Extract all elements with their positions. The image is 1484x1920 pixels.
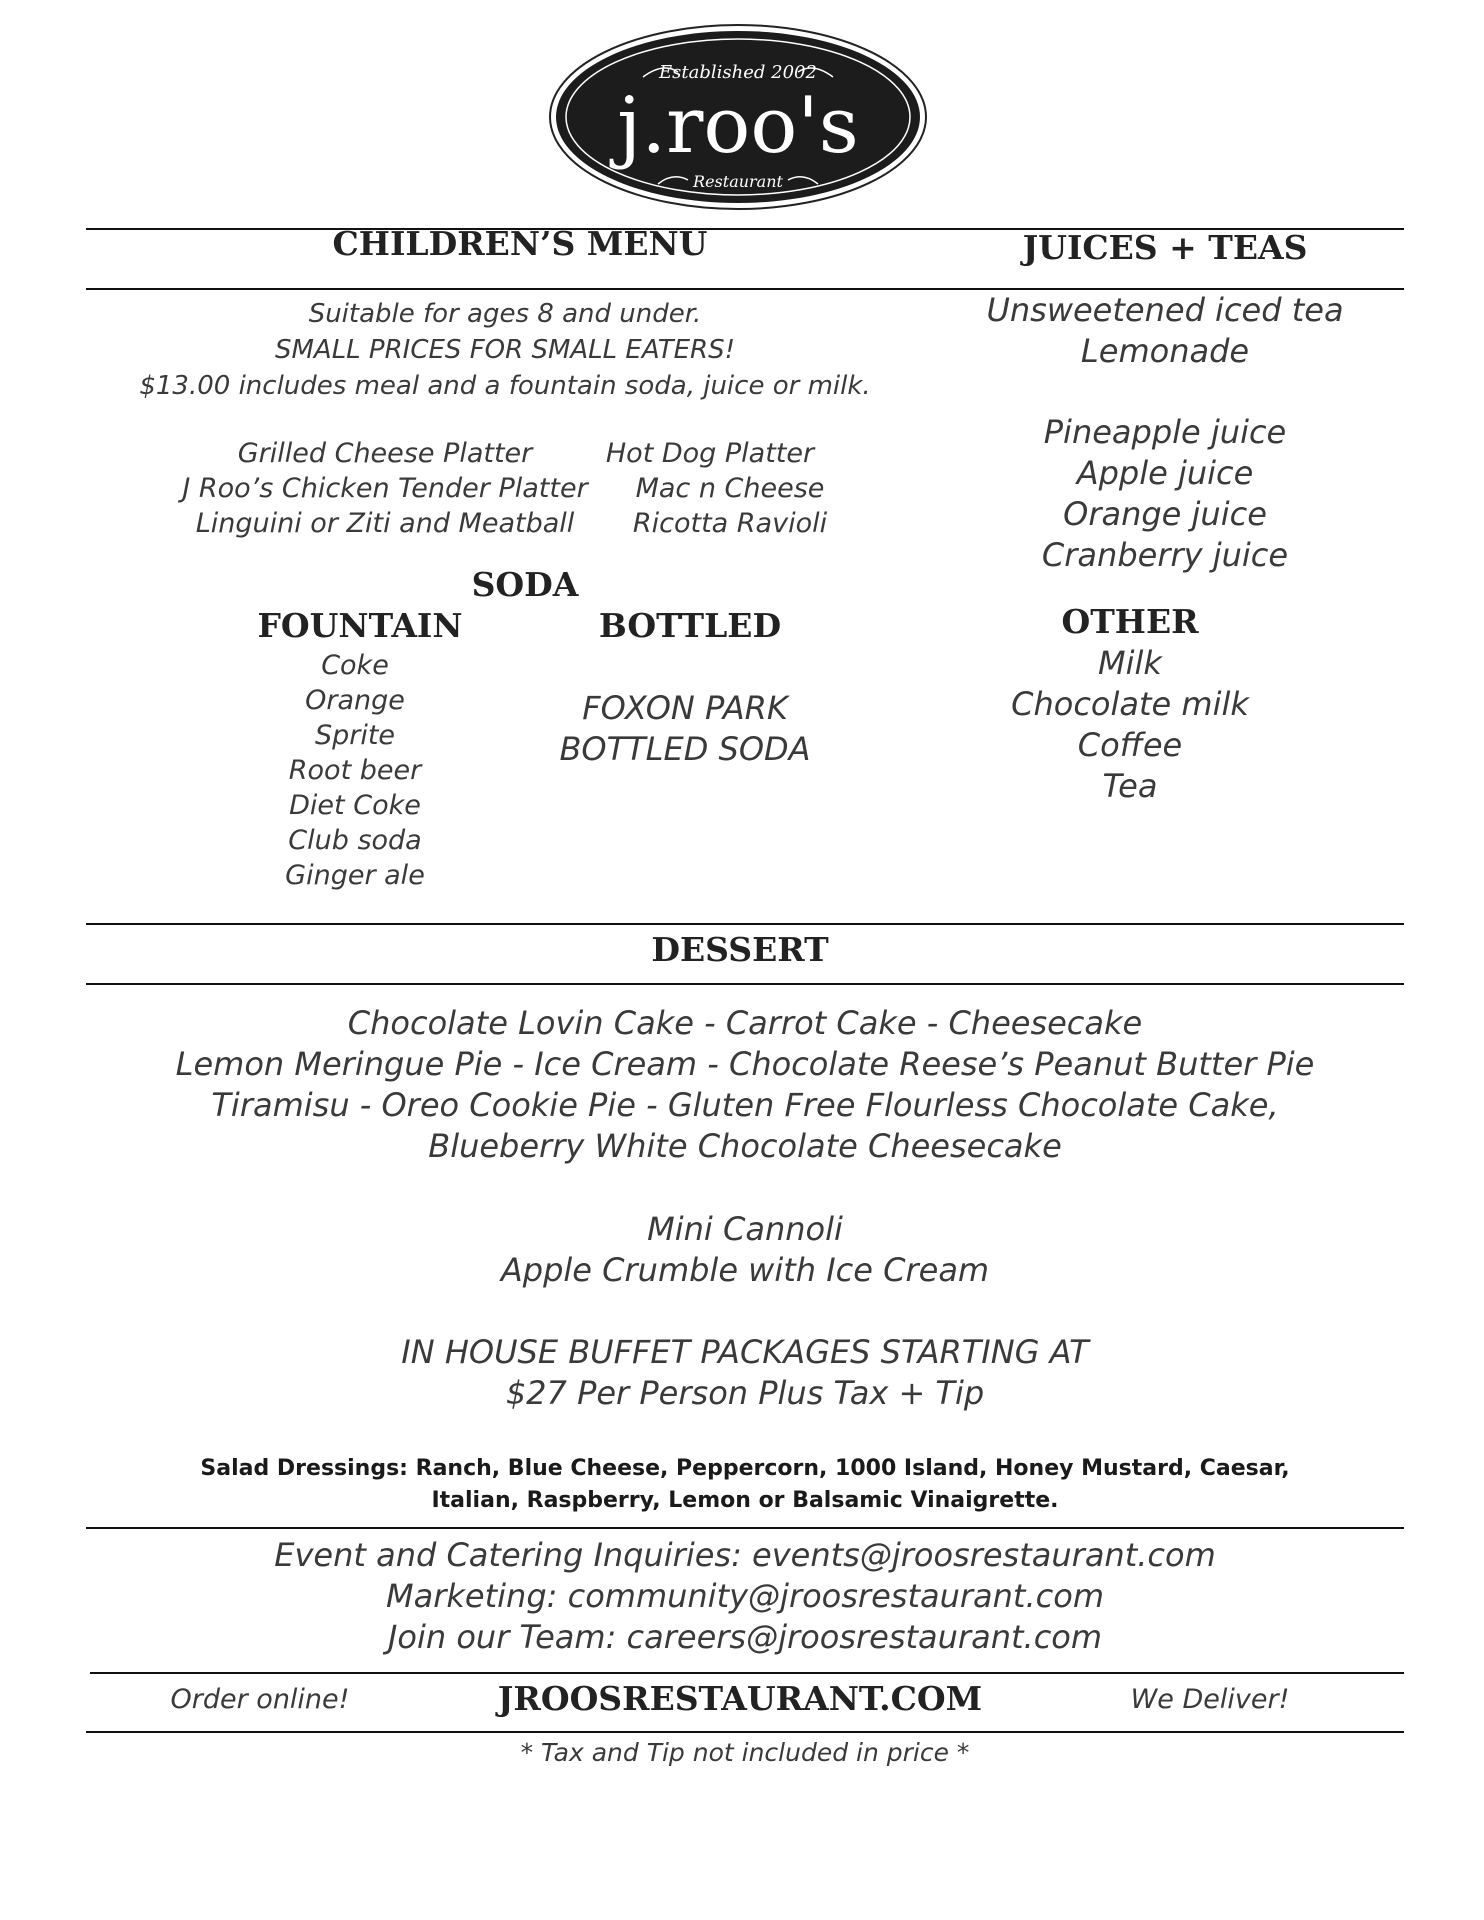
kids-menu-item: Mac n Cheese	[635, 473, 825, 504]
juices-group-1	[960, 290, 1370, 372]
other-item: Milk	[1098, 644, 1162, 682]
fountain-item: Diet Coke	[289, 790, 421, 821]
dessert-extra: Apple Crumble with Ice Cream	[500, 1251, 990, 1289]
dessert-line: Blueberry White Chocolate Cheesecake	[428, 1127, 1062, 1165]
contact-events[interactable]: Event and Catering Inquiries: events@jroosrestaurant.com	[274, 1536, 1216, 1574]
buffet-line: IN HOUSE BUFFET PACKAGES STARTING AT	[401, 1333, 1089, 1371]
juice-item: Lemonade	[1080, 332, 1250, 370]
fountain-heading: FOUNTAIN	[257, 606, 463, 645]
other-item: Tea	[1102, 767, 1158, 805]
fountain-item: Coke	[321, 650, 389, 681]
bottled-list	[530, 688, 840, 770]
dessert-extras	[86, 1209, 1404, 1291]
we-deliver-text: We Deliver!	[1130, 1684, 1290, 1715]
contact-marketing[interactable]: Marketing: community@jroosrestaurant.com	[386, 1577, 1104, 1615]
other-list	[960, 643, 1300, 807]
bottled-item: BOTTLED SODA	[559, 730, 811, 768]
dessert-heading: DESSERT	[651, 930, 829, 969]
other-item: Coffee	[1077, 726, 1183, 764]
fountain-item: Ginger ale	[285, 860, 425, 891]
footer-top-rule	[90, 1672, 1404, 1674]
other-item: Chocolate milk	[1011, 685, 1249, 723]
fountain-item: Club soda	[288, 825, 422, 856]
juice-item: Pineapple juice	[1043, 413, 1287, 451]
kids-items-right	[560, 436, 900, 541]
salad-dressings	[86, 1453, 1404, 1517]
bottled-item: FOXON PARK	[582, 689, 788, 727]
kids-menu-item: Ricotta Ravioli	[632, 508, 828, 539]
juices-group-2	[960, 412, 1370, 576]
buffet-line: $27 Per Person Plus Tax + Tip	[505, 1374, 985, 1412]
dessert-bottom-rule	[86, 983, 1404, 985]
dessert-list	[86, 1003, 1404, 1167]
fountain-item: Root beer	[288, 755, 422, 786]
kids-menu-item: Linguini or Ziti and Meatball	[195, 508, 575, 539]
logo-brand-text: j.roo's	[617, 81, 859, 171]
juices-teas-heading: JUICES + TEAS	[1022, 228, 1308, 267]
juice-item: Orange juice	[1063, 495, 1267, 533]
buffet-info	[86, 1332, 1404, 1414]
other-heading: OTHER	[1061, 602, 1199, 641]
kids-menu-item: J Roo’s Chicken Tender Platter	[182, 473, 588, 504]
fountain-list	[255, 648, 455, 893]
dessert-top-rule	[86, 923, 1404, 925]
website-link[interactable]: JROOSRESTAURANT.COM	[497, 1679, 983, 1718]
bottled-heading: BOTTLED	[598, 606, 782, 645]
fountain-item: Orange	[305, 685, 405, 716]
dessert-line: Chocolate Lovin Cake - Carrot Cake - Cheesecake	[347, 1004, 1143, 1042]
logo-established-text: Established 2002	[659, 62, 817, 83]
intro-line: Suitable for ages 8 and under.	[308, 299, 702, 329]
juice-item: Apple juice	[1076, 454, 1254, 492]
fountain-item: Sprite	[314, 720, 396, 751]
contact-careers[interactable]: Join our Team: careers@jroosrestaurant.com	[387, 1618, 1103, 1656]
intro-line: SMALL PRICES FOR SMALL EATERS!	[274, 335, 736, 365]
dessert-line: Lemon Meringue Pie - Ice Cream - Chocolate Reese’s Peanut Butter Pie	[175, 1045, 1315, 1083]
order-online-text[interactable]: Order online!	[170, 1684, 350, 1715]
tax-note: * Tax and Tip not included in price *	[520, 1738, 970, 1767]
dessert-extra: Mini Cannoli	[647, 1210, 843, 1248]
dressing-line: Italian, Raspberry, Lemon or Balsamic Vinaigrette.	[431, 1488, 1059, 1513]
childrens-menu-heading: CHILDREN’S MENU	[332, 224, 708, 263]
childrens-intro	[100, 296, 910, 404]
contacts-top-rule	[86, 1527, 1404, 1529]
juice-item: Cranberry juice	[1041, 536, 1289, 574]
dressing-line: Salad Dressings: Ranch, Blue Cheese, Peppercorn, 1000 Island, Honey Mustard, Caesar,	[200, 1456, 1290, 1481]
juice-item: Unsweetened iced tea	[986, 291, 1344, 329]
footer-bottom-rule	[86, 1731, 1404, 1733]
kids-menu-item: Hot Dog Platter	[605, 438, 815, 469]
dessert-line: Tiramisu - Oreo Cookie Pie - Gluten Free Flourless Chocolate Cake,	[211, 1086, 1279, 1124]
logo-restaurant-text: Restaurant	[693, 172, 783, 191]
restaurant-logo	[548, 22, 928, 212]
intro-line: $13.00 includes meal and a fountain soda, juice or milk.	[139, 371, 871, 401]
soda-heading: SODA	[471, 565, 579, 604]
kids-menu-item: Grilled Cheese Platter	[237, 438, 533, 469]
contacts	[86, 1535, 1404, 1658]
